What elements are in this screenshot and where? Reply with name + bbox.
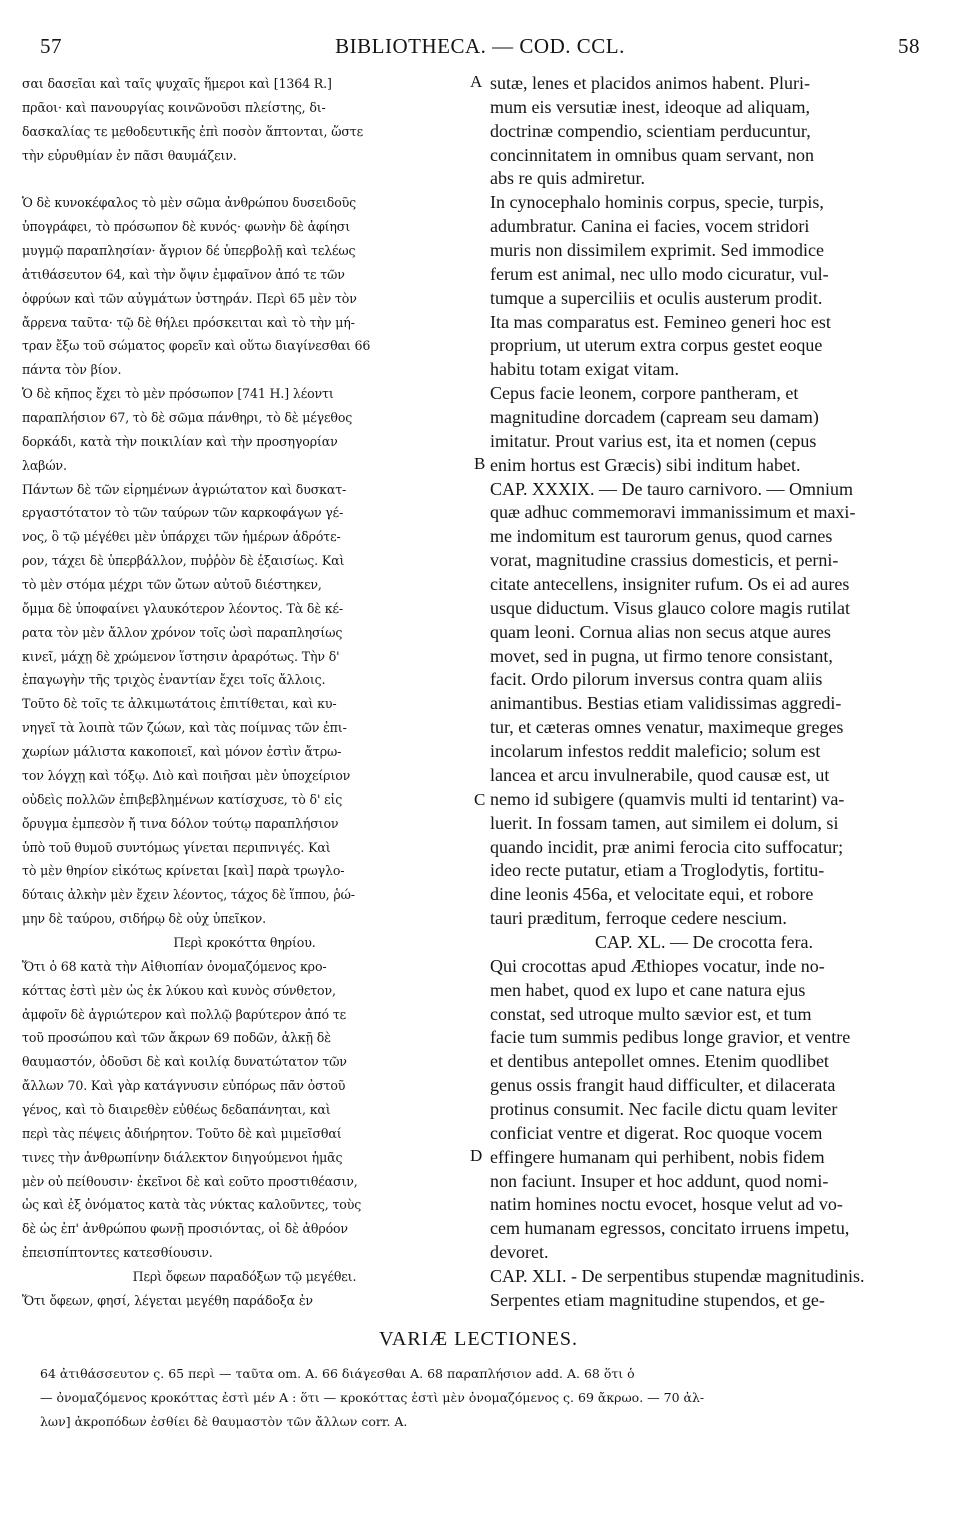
greek-text-line: ρατα τὸν μὲν ἄλλον χρόνον τοῖς ὠσὶ παραπλησίως bbox=[22, 624, 343, 640]
greek-text-line: παραπλήσιον 67, τὸ δὲ σῶμα πάνθηρι, τὸ δὲ μέγεθος bbox=[22, 410, 353, 426]
latin-text-line: ideo recte putatur, etiam a Troglodytis, fortitu- bbox=[490, 860, 825, 881]
greek-text-line: μὲν οὐ πείθουσιν· ἐκεῖνοι δὲ καὶ εοῦτο προστιθέασιν, bbox=[22, 1173, 358, 1189]
greek-text-line: πρᾶοι· καὶ πανουργίας κοινῶνοῦσι πλείστης, δι- bbox=[22, 99, 326, 115]
latin-text-line: usque diductum. Visus glauco colore magis rutilat bbox=[490, 597, 851, 618]
page-number-left: 57 bbox=[40, 34, 62, 58]
latin-text-line: muris non dissimilem exprimit. Sed immodice bbox=[490, 240, 824, 261]
greek-text-line: ἐπαγωγὴν τῆς τριχὸς ἐναντίαν ἔχει τοῖς ἄλλοις. bbox=[22, 672, 326, 688]
latin-text-line: concinnitatem in omnibus quam servant, non bbox=[490, 144, 814, 165]
greek-text-line: κινεῖ, μάχῃ δὲ χρώμενον ἵστησιν ἀραρότως. Τὴν δ' bbox=[22, 648, 340, 664]
running-title: BIBLIOTHECA. — COD. CCL. bbox=[335, 34, 625, 58]
latin-text-line: Ita mas comparatus est. Femineo generi hoc est bbox=[490, 311, 831, 332]
latin-text-line: natim homines noctu evocet, hosque velut ad vo- bbox=[490, 1194, 843, 1215]
greek-text-line: ἀμφοῖν δὲ ἀγριώτερον καὶ πολλῷ βαρύτερον ἀπό τε bbox=[22, 1006, 347, 1022]
greek-text-line bbox=[22, 167, 467, 191]
margin-marker-b: B bbox=[474, 454, 486, 473]
latin-text-line: et dentibus antepollet omnes. Etenim quodlibet bbox=[490, 1051, 829, 1072]
greek-text-line: τὴν εὐρυθμίαν ἐν πᾶσι θαυμάζειν. bbox=[22, 147, 237, 163]
latin-text-line: tauri præditum, ferroque cedere nescium. bbox=[490, 908, 787, 929]
greek-text-line: νος, ὃ τῷ μέγέθει μὲν ὑπάρχει τῶν ἡμέρων ἁδρότε- bbox=[22, 529, 341, 545]
greek-text-line: ὀφρύων καὶ τῶν αὐγμάτων ὑστηράν. Περὶ 65 μὲν τὸν bbox=[22, 290, 357, 306]
latin-text-line: ferum est animal, nec ullo modo cicuratur, vul- bbox=[490, 263, 829, 284]
greek-text-line: τὸ μὲν θηρίον εἰκότως κρίνεται [καὶ] παρὰ τρωγλο- bbox=[22, 863, 345, 879]
greek-text-line: ὄρυγμα ἐμπεσὸν ἤ τινα δόλον τούτῳ παραπλήσιον bbox=[22, 815, 339, 831]
greek-text-line: ἄρρενα ταῦτα· τῷ δὲ θήλει πρόσκειται καὶ τὸ τὴν μή- bbox=[22, 314, 355, 330]
greek-text-line: γένος, καὶ τὸ διαιρεθὲν εὐθέως δεδαπάνηται, καὶ bbox=[22, 1101, 331, 1117]
greek-text-line: δασκαλίας τε μεθοδευτικῆς ἐπὶ ποσὸν ἅπτονται, ὥστε bbox=[22, 123, 363, 139]
greek-text-line: Περὶ ὄφεων παραδόξων τῷ μεγέθει. bbox=[132, 1268, 357, 1284]
greek-text-line: μυγμῷ παραπλησίαν· ἄγριον δέ ὑπερβολῇ καὶ τελέως bbox=[22, 243, 356, 259]
greek-text-line: θαυμαστόν, ὀδοῦσι δὲ καὶ κοιλίᾳ δυνατώτατον τῶν bbox=[22, 1054, 347, 1070]
page-number-right: 58 bbox=[898, 34, 920, 58]
greek-text-line: ἄλλων 70. Καὶ γὰρ κατάγνυσιν εὐπόρως πᾶν ὀστοῦ bbox=[22, 1078, 346, 1094]
greek-text-line: ὑπὸ τοῦ θυμοῦ συντόμως γίνεται περιπνιγές. Καὶ bbox=[22, 839, 331, 855]
latin-text-line: quæ adhuc commemoravi immanissimum et maxi- bbox=[490, 502, 856, 523]
latin-text-line: devoret. bbox=[490, 1242, 549, 1263]
latin-text-line: dine leonis 456a, et velocitate equi, et robore bbox=[490, 884, 814, 905]
margin-marker-c: C bbox=[474, 790, 486, 809]
latin-text-line: lancea et arcu invulnerabile, quod causæ est, ut bbox=[490, 764, 830, 785]
greek-text-line: κόττας ἐστὶ μὲν ὡς ἐκ λύκου καὶ κυνὸς σύνθετον, bbox=[22, 982, 336, 998]
greek-text-line: δὲ ὡς ἐπ' ἀνθρώπου φωνῇ προσιόντας, οἱ δὲ ἀθρόον bbox=[22, 1221, 348, 1237]
greek-text-line: εργαστότατον τὸ τῶν ταύρων τῶν καρκοφάγων γέ- bbox=[22, 505, 344, 521]
latin-text-line: men habet, quod ex lupo et cane natura ejus bbox=[490, 979, 806, 1000]
latin-text-line: sutæ, lenes et placidos animos habent. Pluri- bbox=[490, 73, 810, 93]
latin-text-line: luerit. In fossam tamen, aut similem ei dolum, si bbox=[490, 812, 839, 833]
latin-text-line: non faciunt. Insuper et hoc addunt, quod nomi- bbox=[490, 1170, 829, 1191]
greek-text-line: Ὅτι ὄφεων, φησί, λέγεται μεγέθη παράδοξα ἐν bbox=[22, 1292, 313, 1308]
latin-text-line: conficiat ventre et digerat. Roc quoque vocem bbox=[490, 1122, 823, 1143]
latin-text-line: cem humanam egressos, concitato irruens impetu, bbox=[490, 1218, 850, 1239]
greek-text-line: Περὶ κροκόττα θηρίου. bbox=[173, 934, 316, 950]
greek-text-line: τινες τὴν ἀνθρωπίνην διάλεκτον διηγούμενοι ἡμᾶς bbox=[22, 1149, 343, 1165]
latin-text-line: protinus consumit. Nec facile dictu quam leviter bbox=[490, 1098, 838, 1119]
latin-text-line: tumque a superciliis et oculis austerum prodit. bbox=[490, 287, 823, 308]
latin-text-line: adumbratur. Canina ei facies, vocem stridori bbox=[490, 216, 810, 237]
greek-text-line: ὄμμα δὲ ὑποφαίνει γλαυκότερον λέοντος. Τὰ δὲ κέ- bbox=[22, 600, 344, 616]
latin-text-line: vorat, magnitudine crassius domesticis, et perni- bbox=[490, 550, 839, 571]
margin-marker-a: A bbox=[470, 72, 483, 91]
greek-text-line: ρον, τάχει δὲ ὑπερβάλλον, πυῤῥὸν δὲ ἐξαισίως. Καὶ bbox=[22, 553, 345, 569]
greek-text-line: τὸ μὲν στόμα μέχρι τῶν ὤτων αὐτοῦ διέστηκεν, bbox=[22, 577, 322, 593]
latin-text-line: effingere humanam qui perhibent, nobis fidem bbox=[490, 1146, 825, 1167]
latin-text-column bbox=[490, 72, 918, 1313]
greek-text-line: οὐδεὶς πολλῶν ἐπιβεβλημένων κατίσχυσε, τὸ δ' εἰς bbox=[22, 791, 343, 807]
variant-note-line: 64 ἀτιθάσσευτον ς. 65 περὶ — ταῦτα om. A. 66 διάγεσθαι A. 68 παραπλήσιον add. A. 68 ὅτι ὁ bbox=[40, 1366, 635, 1381]
greek-text-line: ὡς καὶ ἐξ ὀνόματος κατὰ τὰς νύκτας καλοῦντες, τοὺς bbox=[22, 1197, 362, 1213]
greek-text-line: μην δὲ ταύρου, σιδήρῳ δὲ οὐχ ὑπεῖκον. bbox=[22, 911, 267, 927]
latin-text-line: quam leoni. Cornua alias non secus atque aures bbox=[490, 621, 831, 642]
greek-text-line: νηγεῖ τὰ λοιπὰ τῶν ζώων, καὶ τὰς ποίμνας τῶν ἐπι- bbox=[22, 720, 347, 736]
greek-text-line: τοῦ προσώπου καὶ τῶν ἄκρων 69 ποδῶν, ἀλκῇ δὲ bbox=[22, 1030, 331, 1046]
latin-text-line: doctrinæ compendio, scientiam perducuntur, bbox=[490, 120, 811, 141]
latin-text-line: magnitudine dorcadem (capream seu damam) bbox=[490, 407, 819, 428]
variant-note-line: — ὀνομαζόμενος κροκόττας ἐστὶ μέν A : ὅτι — κροκόττας ἐστὶ μὲν ὀνομαζόμενος ς. 69 ἄκρωο. — 70 ἀλ- bbox=[40, 1390, 705, 1405]
greek-text-line: τραν ἔξω τοῦ σώματος φορεῖν καὶ οὕτω διαγίνεσθαι 66 bbox=[22, 338, 371, 354]
greek-text-line: δορκάδι, κατὰ τὴν ποικιλίαν καὶ τὴν προσηγορίαν bbox=[22, 433, 338, 449]
latin-text-line: CAP. XLI. - De serpentibus stupendæ magnitudinis. bbox=[490, 1265, 865, 1286]
latin-text-line: mum eis versutiæ inest, ideoque ad aliquam, bbox=[490, 96, 810, 117]
greek-text-line: Ὁ δὲ κυνοκέφαλος τὸ μὲν σῶμα ἀνθρώπου δυσειδοῦς bbox=[22, 195, 357, 211]
variant-note-line: λων] ἀκροπόδων ἐσθίει δὲ θαυμαστὸν τῶν ἄλλων corr. A. bbox=[40, 1414, 408, 1429]
greek-text-line: Πάντων δὲ τῶν εἰρημένων ἀγριώτατον καὶ δυσκατ- bbox=[22, 481, 347, 497]
latin-text-line: animantibus. Bestias etiam validissimas aggredi- bbox=[490, 693, 842, 714]
latin-text-line: proprium, ut uterum extra corpus gestet eoque bbox=[490, 335, 823, 356]
latin-text-line: CAP. XXXIX. — De tauro carnivoro. — Omnium bbox=[490, 478, 853, 499]
greek-text-line: Ὁ δὲ κῆπος ἔχει τὸ μὲν πρόσωπον [741 H.] λέοντι bbox=[22, 386, 334, 402]
latin-text-line: tur, et cæteras omnes venatur, maximeque greges bbox=[490, 717, 844, 738]
greek-text-line: λαβών. bbox=[22, 457, 67, 473]
greek-text-line: ἐπεισπίπτοντες κατεσθίουσιν. bbox=[22, 1245, 213, 1261]
greek-text-line: δύταις ἀλκὴν μὲν ἔχειν λέοντος, τάχος δὲ ἵππου, ῥώ- bbox=[22, 887, 355, 903]
latin-text-line: facit. Ordo pilorum inversus contra quam aliis bbox=[490, 669, 823, 690]
variae-lectiones-title: VARIÆ LECTIONES. bbox=[379, 1328, 578, 1350]
latin-text-line: Serpentes etiam magnitudine stupendos, et ge- bbox=[490, 1289, 825, 1310]
latin-text-line: nemo id subigere (quamvis multi id tentarint) va- bbox=[490, 788, 845, 809]
latin-text-line: constat, sed utroque multo sævior est, et tum bbox=[490, 1003, 812, 1024]
greek-text-line: ὑπογράφει, τὸ πρόσωπον δὲ κυνός· φωνὴν δὲ ἀφίησι bbox=[22, 219, 351, 235]
greek-text-line: Ὅτι ὁ 68 κατὰ τὴν Αἰθιοπίαν ὀνομαζόμενος κρο- bbox=[22, 958, 327, 974]
greek-text-line: πάντα τὸν βίον. bbox=[22, 362, 122, 378]
latin-text-line: In cynocephalo hominis corpus, specie, turpis, bbox=[490, 192, 824, 213]
latin-text-line: me indomitum est taurorum genus, quod carnes bbox=[490, 526, 833, 547]
greek-text-line: χωρίων μάλιστα κακοποιεῖ, καὶ μόνον ἐστὶν ἄτρω- bbox=[22, 744, 342, 760]
greek-text-line: τον λόγχῃ καὶ τόξῳ. Διὸ καὶ ποιῆσαι μὲν ὑποχείριον bbox=[22, 767, 351, 783]
page-header bbox=[40, 34, 920, 64]
greek-text-line: ἀτιθάσευτον 64, καὶ τὴν ὄψιν ἐμφαῖνον ἀπό τε τῶν bbox=[22, 266, 345, 282]
latin-text-line: movet, sed in pugna, ut firmo tenore consistant, bbox=[490, 645, 833, 666]
latin-text-line: Qui crocottas apud Æthiopes vocatur, inde no- bbox=[490, 955, 825, 976]
latin-text-line: quando incidit, præ animi ferocia cito suffocatur; bbox=[490, 836, 844, 857]
latin-text-line: abs re quis admiretur. bbox=[490, 168, 645, 189]
latin-text-line: imitatur. Prout varius est, ita et nomen (cepus bbox=[490, 430, 817, 451]
greek-text-column bbox=[22, 72, 467, 1313]
variae-lectiones-notes bbox=[40, 1362, 920, 1434]
margin-marker-d: D bbox=[470, 1146, 483, 1165]
latin-text-line: enim hortus est Græcis) sibi inditum habet. bbox=[490, 454, 801, 475]
greek-text-line: Τοῦτο δὲ τοῖς τε ἀλκιμωτάτοις ἐπιτίθεται, καὶ κυ- bbox=[22, 696, 337, 712]
latin-text-line: facie tum summis pedibus longe gravior, et ventre bbox=[490, 1027, 851, 1048]
latin-text-line: Cepus facie leonem, corpore pantheram, et bbox=[490, 383, 799, 404]
latin-text-line: habitu totam exigat vitam. bbox=[490, 359, 679, 380]
greek-text-line: σαι δασεῖαι καὶ ταῖς ψυχαῖς ἥμεροι καὶ [1364 R.] bbox=[22, 76, 332, 91]
latin-text-line: genus ossis frangit haud difficulter, et dilacerata bbox=[490, 1075, 836, 1096]
latin-text-line: citate antecellens, insigniter rufum. Os ei ad aures bbox=[490, 574, 850, 595]
greek-text-line: περὶ τὰς πέψεις ἀδιήρητον. Τοῦτο δὲ καὶ μιμεῖσθαί bbox=[22, 1125, 342, 1141]
latin-text-line: incolarum infestos reddit maleficio; solum est bbox=[490, 741, 821, 762]
latin-text-line: CAP. XL. — De crocotta fera. bbox=[595, 931, 813, 952]
